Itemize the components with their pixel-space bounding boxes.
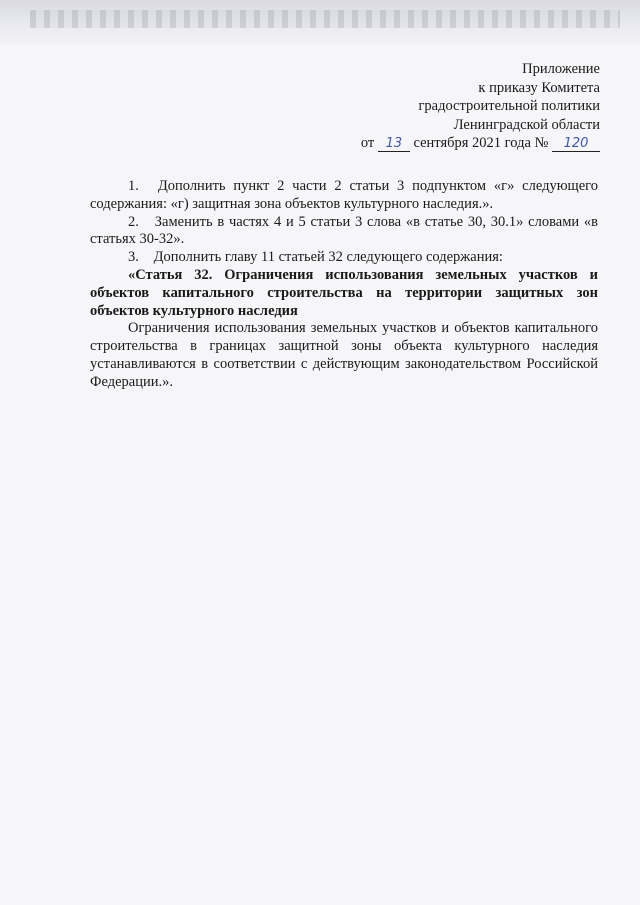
article-body: Ограничения использования земельных участков и объектов капитального строительства в границах защитной зоны объекта культурного наследия устанавливаются в соответствии с действующим законодательством Российской Федерации.». (90, 320, 598, 390)
header-order-ref: к приказу Комитета (478, 79, 600, 96)
header-committee: градостроительной политики (418, 98, 600, 114)
order-number-field (552, 136, 600, 152)
header-region: Ленинградской области (453, 116, 600, 133)
scan-artifact-top (0, 0, 640, 44)
item-text: Дополнить главу 11 статьей 32 следующего содержания: (153, 249, 503, 266)
order-number-handwritten: 120 (563, 136, 589, 151)
header-date-line (300, 134, 600, 153)
date-rest: сентября 2021 года № (413, 135, 549, 151)
item-number: 2. (128, 213, 139, 230)
article-title: «Статья 32. Ограничения использования земельных участков и объектов капитального строительства на территории защитных зон объектов культурного наследия (90, 266, 598, 319)
date-prefix: от (360, 135, 375, 151)
item-text: Заменить в частях 4 и 5 статьи 3 слова «в статье 30, 30.1» словами «в статьях 30-32». (90, 213, 599, 248)
list-item-1 (90, 178, 598, 214)
list-item-2 (90, 214, 598, 250)
list-item-3 (90, 249, 598, 267)
document-body (90, 178, 598, 392)
date-day-field (378, 136, 410, 152)
item-number: 3. (128, 249, 139, 266)
appendix-header (300, 60, 600, 153)
date-day-handwritten: 13 (385, 136, 403, 151)
header-appendix-label: Приложение (522, 61, 600, 77)
item-text: Дополнить пункт 2 части 2 статьи 3 подпунктом «г» следующего содержания: «г) защитная зона объектов культурного наследия.». (90, 178, 598, 212)
item-number: 1. (128, 178, 139, 194)
scan-noise-strip (30, 10, 620, 28)
